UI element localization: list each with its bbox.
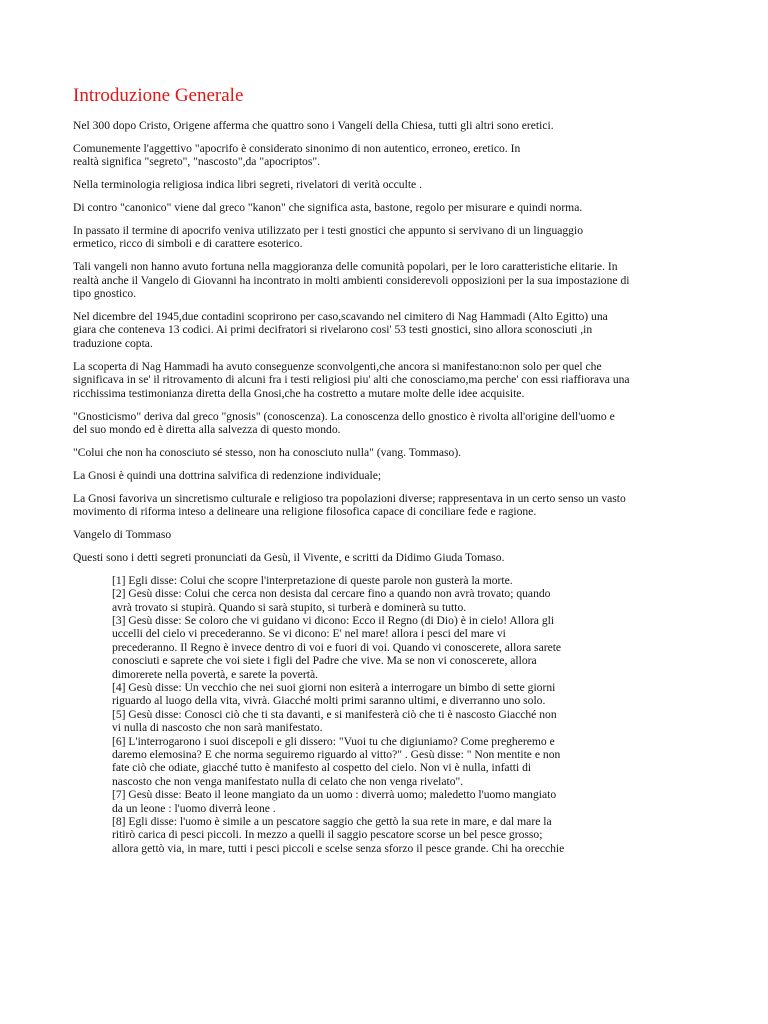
verse-item: [5] Gesù disse: Conosci ciò che ti sta davanti, e si manifesterà ciò che ti è nascosto Giacché non vi nulla di nascosto che non sarà manifestato. xyxy=(112,707,557,735)
document-page xyxy=(73,85,699,855)
paragraph-terminologia: Nella terminologia religiosa indica libri segreti, rivelatori di verità occulte . xyxy=(73,178,422,192)
verse-list xyxy=(112,574,699,856)
verse-item: [2] Gesù disse: Colui che cerca non desista dal cercare fino a quando non avrà trovato; quando avrà trovato si stupirà. Quando si sarà stupito, si turberà e dominerà su tutto. xyxy=(112,587,551,614)
verse-item: [8] Egli disse: l'uomo è simile a un pescatore saggio che gettò la sua rete in mare, e dal mare la ritirò carica di pesci piccoli. In mezzo a quelli il saggio pescatore scorse un bel pesce grosso; allora gettò via, in mare, tutti i pesci piccoli e scelse senza sforzo il pesce grande. Chi ha orecchie xyxy=(112,815,565,855)
paragraph-canonico: Di contro "canonico" viene dal greco "kanon" che significa asta, bastone, regolo per misurare e quindi norma. xyxy=(73,201,583,215)
paragraph-testi-gnostici: In passato il termine di apocrifo veniva utilizzato per i testi gnostici che appunto si servivano di un linguaggio ermetico, ricco di simboli e di carattere esoterico. xyxy=(73,224,584,251)
verse-item: [3] Gesù disse: Se coloro che vi guidano vi dicono: Ecco il Regno (di Dio) è in cielo! Allora gli uccelli del cielo vi precederanno. Se vi dicono: E' nel mare! allora i pesci del mare vi precederanno. Il Regno è invece dentro di voi e fuori di voi. Quando vi conoscerete, allora sarete conosciuti e saprete che voi siete i figli del Padre che vive. Ma se non vi conoscerete, allora dimorerete nella povertà, e sarete la povertà. xyxy=(112,613,562,681)
paragraph-detti-segreti: Questi sono i detti segreti pronunciati da Gesù, il Vivente, e scritti da Didimo Giuda Tomaso. xyxy=(73,550,505,564)
verse-item: [6] L'interrogarono i suoi discepoli e gli dissero: "Vuoi tu che digiuniamo? Come pregheremo e daremo elemosina? E che norma seguiremo riguardo al vitto?" . Gesù disse: " Non mentite e non fate ciò che odiate, giacché tutto è manifesto al cospetto del cielo. Non vi è nulla, infatti di nascosto che non venga manifestato nulla di celato che non venga rivelato". xyxy=(112,734,561,788)
verse-item: [1] Egli disse: Colui che scopre l'interpretazione di queste parole non gusterà la morte. xyxy=(112,573,513,587)
document-title: Introduzione Generale xyxy=(73,85,244,106)
paragraph-scoperta: La scoperta di Nag Hammadi ha avuto conseguenze sconvolgenti,che ancora si manifestano:non solo per quel che significava in se' il ritrovamento di alcuni fra i testi religiosi piu' alti che conosciamo,ma perche' con essi riaffiorava una ricchissima testimonianza diretta della Gnosi,che ha costretto a mutare molte delle idee acquisite. xyxy=(73,359,630,400)
paragraph-quote-tommaso: "Colui che non ha conosciuto sé stesso, non ha conosciuto nulla" (vang. Tommaso). xyxy=(73,445,462,459)
paragraph-gnosticismo: "Gnosticismo" deriva dal greco "gnosis" (conoscenza). La conoscenza dello gnostico è rivolta all'origine dell'uomo e del suo mondo ed è diretta alla salvezza di questo mondo. xyxy=(73,409,615,436)
paragraph-apocrifo: Comunemente l'aggettivo "apocrifo è considerato sinonimo di non autentico, erroneo, eretico. In realtà significa "segreto", "nascosto",da "apocriptos". xyxy=(73,141,521,169)
paragraph-origene: Nel 300 dopo Cristo, Origene afferma che quattro sono i Vangeli della Chiesa, tutti gli altri sono eretici. xyxy=(73,119,554,132)
verse-item: [4] Gesù disse: Un vecchio che nei suoi giorni non esiterà a interrogare un bimbo di sette giorni riguardo al luogo della vita, vivrà. Giacché molti primi saranno ultimi, e diverranno uno solo. xyxy=(112,681,556,708)
paragraph-vangeli-fortuna: Tali vangeli non hanno avuto fortuna nella maggioranza delle comunità popolari, per le loro caratteristiche elitarie. In realtà anche il Vangelo di Giovanni ha incontrato in molti ambienti considerevoli opposizioni per la sua impostazione di tipo gnostico. xyxy=(73,260,630,301)
verse-item: [7] Gesù disse: Beato il leone mangiato da un uomo : diverrà uomo; maledetto l'uomo mangiato da un leone : l'uomo diverrà leone . xyxy=(112,788,557,815)
paragraph-sincretismo: La Gnosi favoriva un sincretismo culturale e religioso tra popolazioni diverse; rappresentava in un certo senso un vasto movimento di riforma inteso a delineare una religione filosofica capace di conciliare fede e ragione. xyxy=(73,491,626,519)
paragraph-dottrina: La Gnosi è quindi una dottrina salvifica di redenzione individuale; xyxy=(73,468,382,482)
paragraph-nag-hammadi-1945: Nel dicembre del 1945,due contadini scoprirono per caso,scavando nel cimitero di Nag Hammadi (Alto Egitto) una giara che conteneva 13 codici. Ai primi decifratori si rivelarono cosi' 53 testi gnostici, sino allora sconosciuti ,in traduzione copta. xyxy=(73,310,608,350)
section-heading-vangelo-tommaso: Vangelo di Tommaso xyxy=(73,527,172,541)
